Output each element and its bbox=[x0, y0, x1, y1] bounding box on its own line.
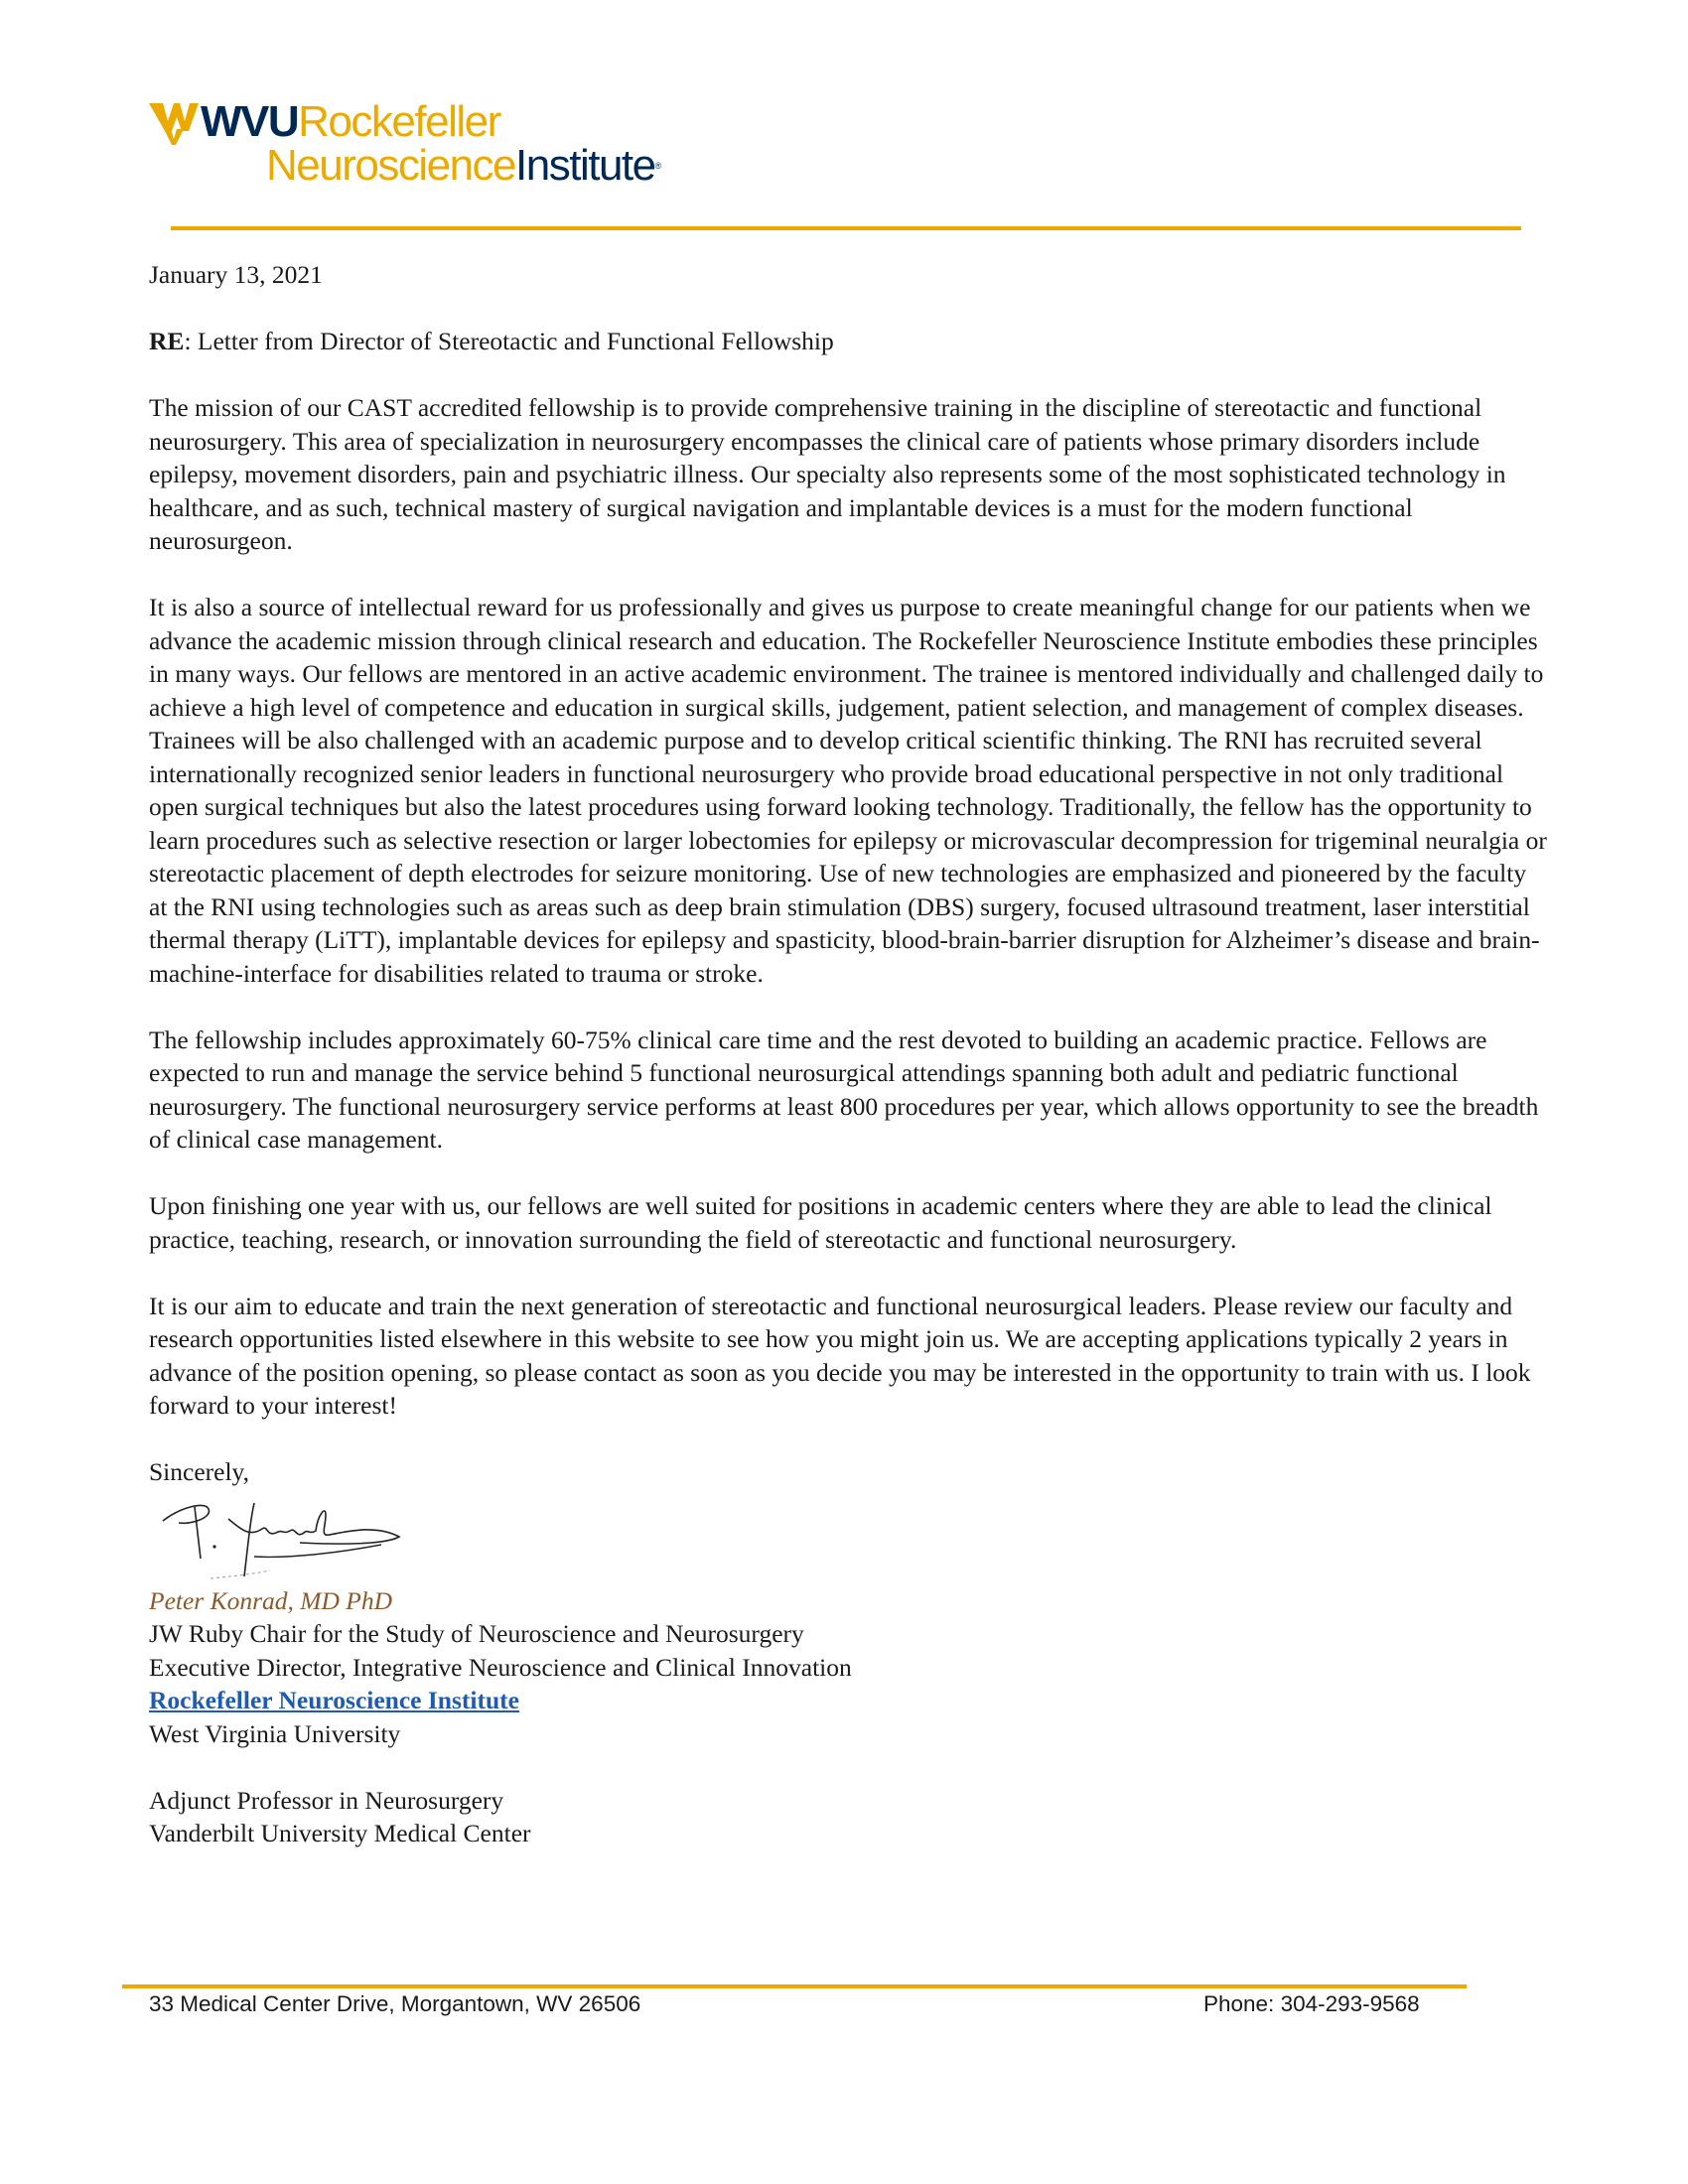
institute-link[interactable]: Rockefeller Neuroscience Institute bbox=[149, 1686, 519, 1714]
spacer bbox=[149, 1750, 1549, 1784]
logo-wvu: WVU bbox=[201, 97, 299, 146]
university-name: West Virginia University bbox=[149, 1718, 401, 1748]
logo-institute: Institute bbox=[515, 141, 655, 190]
footer-divider bbox=[122, 1984, 1467, 1988]
footer-address: 33 Medical Center Drive, Morgantown, WV 26506 bbox=[149, 1991, 641, 2016]
logo-neuroscience: Neuroscience bbox=[266, 141, 516, 190]
logo-rockefeller: Rockefeller bbox=[298, 97, 500, 146]
signer-title-1: JW Ruby Chair for the Study of Neuroscience and Neurosurgery bbox=[149, 1619, 804, 1648]
paragraph-clinical-time: The fellowship includes approximately 60-75% clinical care time and the rest devoted to building an academic practice. Fellows are expected to run and manage the service behind 5 functional neurosurgical attendings spanning both adult and pediatric functional neurosurgery. The functional neurosurgery service performs at least 800 procedures per year, which allows opportunity to see the breadth of clinical case management. bbox=[149, 1024, 1539, 1154]
logo-line-1 bbox=[201, 97, 500, 147]
paragraph-aim: It is our aim to educate and train the next generation of stereotactic and functional neurosurgical leaders. Please review our faculty and research opportunities listed elsewhere in this website to see how you might join us. We are accepting applications typically 2 years in advance of the position opening, so please contact as soon as you decide you may be interested in the opportunity to train with us. I look forward to your interest! bbox=[149, 1291, 1531, 1420]
adjunct-title: Adjunct Professor in Neurosurgery bbox=[149, 1785, 504, 1815]
wvu-rni-logo bbox=[149, 97, 725, 190]
logo-trademark: ® bbox=[654, 161, 662, 171]
letter-date: January 13, 2021 bbox=[149, 260, 323, 289]
signer-title-2: Executive Director, Integrative Neuroscience and Clinical Innovation bbox=[149, 1652, 852, 1682]
paragraph-reward: It is also a source of intellectual reward for us professionally and gives us purpose to create meaningful change for our patients when we advance the academic mission through clinical research and education. The Rockefeller Neuroscience Institute embodies these principles in many ways. Our fellows are mentored in an active academic environment. The trainee is mentored individually and challenged daily to achieve a high level of competence and education in surgical skills, judgement, patient selection, and management of complex diseases. Trainees will be also challenged with an academic purpose and to develop critical scientific thinking. The RNI has recruited several internationally recognized senior leaders in functional neurosurgery who provide broad educational perspective in not only traditional open surgical techniques but also the latest procedures using forward looking technology. Traditionally, the fellow has the opportunity to learn procedures such as selective resection or larger lobectomies for epilepsy or microvascular decompression for trigeminal neuralgia or stereotactic placement of depth electrodes for seizure monitoring. Use of new technologies are emphasized and pioneered by the faculty at the RNI using technologies such as areas such as deep brain stimulation (DBS) surgery, focused ultrasound treatment, laser interstitial thermal therapy (LiTT), implantable devices for epilepsy and spasticity, blood-brain-barrier disruption for Alzheimer’s disease and brain-machine-interface for disabilities related to trauma or stroke. bbox=[149, 593, 1547, 988]
closing: Sincerely, bbox=[149, 1457, 250, 1486]
footer-phone: Phone: 304-293-9568 bbox=[1203, 1991, 1420, 2016]
adjunct-institution: Vanderbilt University Medical Center bbox=[149, 1819, 531, 1847]
logo-line-2 bbox=[266, 141, 661, 191]
paragraph-mission: The mission of our CAST accredited fellowship is to provide comprehensive training in the discipline of stereotactic and functional neurosurgery. This area of specialization in neurosurgery encompasses the clinical care of patients whose primary disorders include epilepsy, movement disorders, pain and psychiatric illness. Our specialty also represents some of the most sophisticated technology in healthcare, and as such, technical mastery of surgical navigation and implantable devices is a must for the modern functional neurosurgeon. bbox=[149, 393, 1506, 555]
header-divider bbox=[171, 226, 1521, 230]
paragraph-career: Upon finishing one year with us, our fellows are well suited for positions in academic centers where they are able to lead the clinical practice, teaching, research, or innovation surrounding the field of stereotactic and functional neurosurgery. bbox=[149, 1191, 1492, 1254]
signer-name: Peter Konrad, MD PhD bbox=[149, 1585, 393, 1615]
handwritten-signature bbox=[151, 1485, 409, 1584]
subject-label: RE bbox=[149, 327, 185, 355]
letter-body bbox=[149, 258, 1549, 1850]
subject-line bbox=[149, 325, 1549, 358]
subject-text: : Letter from Director of Stereotactic and Functional Fellowship bbox=[184, 327, 834, 355]
flying-wv-icon bbox=[149, 99, 199, 145]
